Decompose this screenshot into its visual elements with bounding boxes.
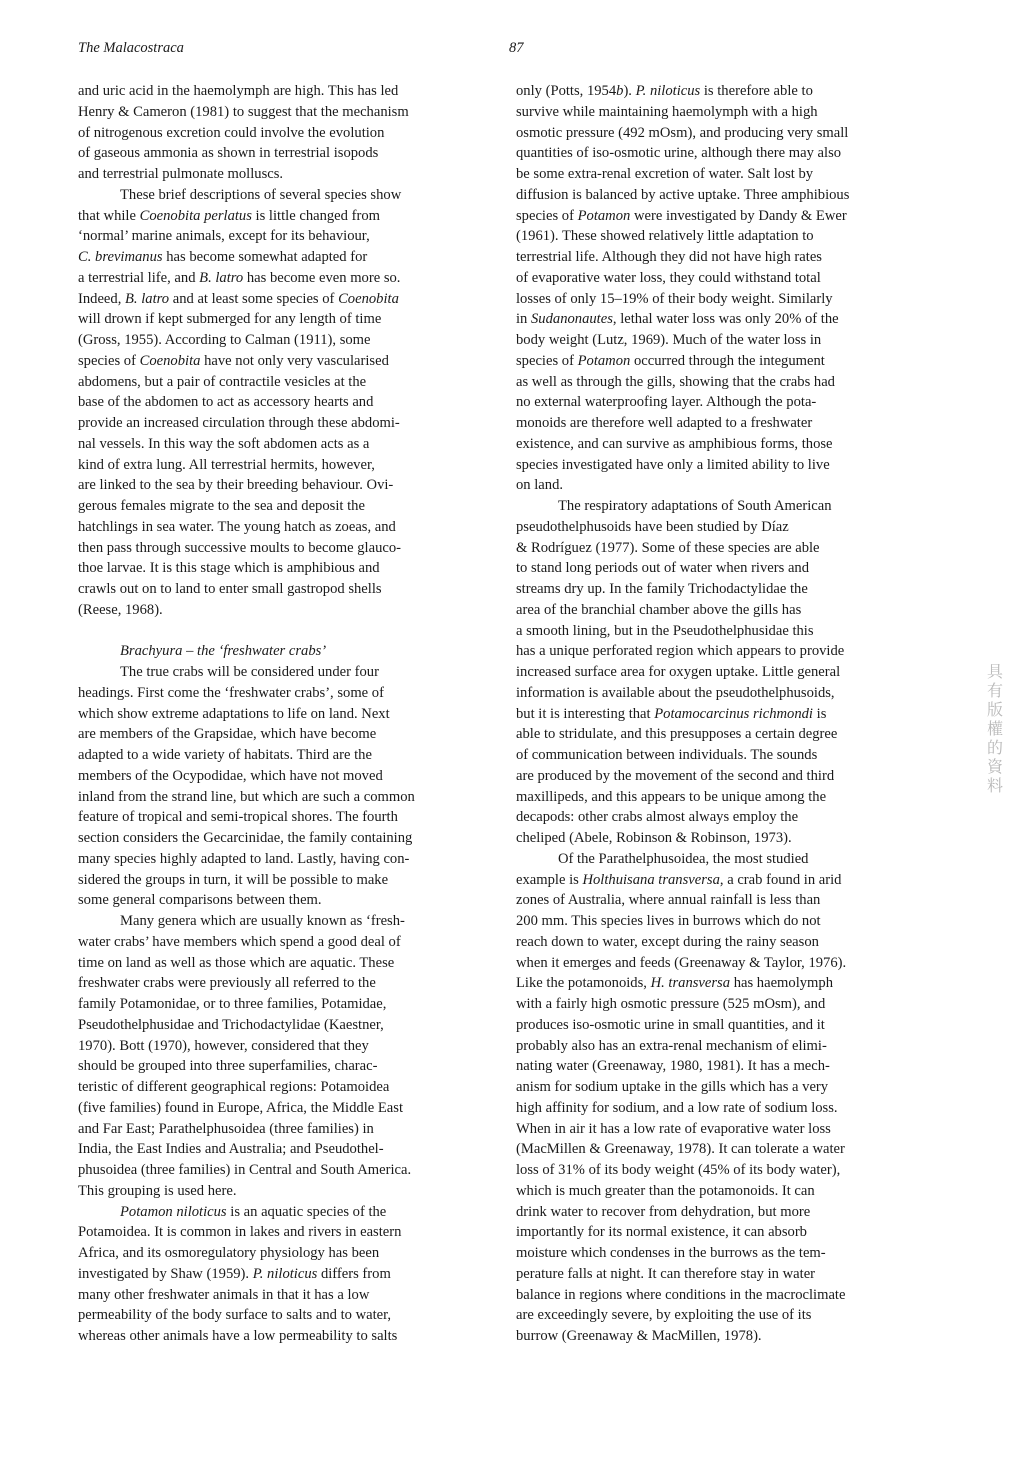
text-line: losses of only 15–19% of their body weight. Similarly (516, 290, 833, 307)
paragraph-gap (78, 621, 498, 642)
text-line: 1970). Bott (1970), however, considered that they (78, 1037, 369, 1054)
text-line: anism for sodium uptake in the gills which has a very (516, 1079, 829, 1095)
watermark-char: 有 (986, 681, 1003, 700)
watermark-char: 權 (986, 719, 1003, 738)
text-line: phusoidea (three families) in Central and South America. (78, 1162, 412, 1178)
watermark-char: 的 (986, 738, 1003, 757)
text-line: Henry & Cameron (1981) to suggest that the mechanism (78, 103, 409, 120)
text-line: probably also has an extra-renal mechanism of elimi- (516, 1037, 827, 1054)
text-line: some general comparisons between them. (78, 892, 322, 909)
text-line: existence, and can survive as amphibious forms, those (516, 435, 833, 452)
text-line: high affinity for sodium, and a low rate of sodium loss. (516, 1099, 838, 1116)
text-line: are produced by the movement of the second and third (516, 767, 835, 784)
text-line: teristic of different geographical regions: Potamoidea (78, 1079, 390, 1095)
text-line: cheliped (Abele, Robinson & Robinson, 1973). (516, 830, 792, 846)
text-line: and uric acid in the haemolymph are high. This has led (78, 83, 399, 99)
watermark-char: 料 (986, 776, 1003, 795)
text-line: Indeed, B. latro and at least some species of Coenobita (78, 290, 399, 307)
text-line: and terrestrial pulmonate molluscs. (78, 166, 284, 182)
text-line: able to stridulate, and this presupposes a certain degree (516, 726, 838, 743)
text-line: with a fairly high osmotic pressure (525 mOsm), and (516, 996, 826, 1012)
text-line: species of Potamon occurred through the integument (516, 352, 825, 369)
text-line: India, the East Indies and Australia; and Pseudothel- (78, 1141, 384, 1158)
text-line: Potamon niloticus is an aquatic species of the (120, 1203, 387, 1220)
text-line: water crabs’ have members which spend a good deal of (78, 933, 401, 950)
text-line: provide an increased circulation through these abdomi- (78, 415, 400, 431)
watermark-char: 資 (986, 757, 1003, 776)
text-line: loss of 31% of its body weight (45% of its body water), (516, 1162, 841, 1178)
text-line: and Far East; Parathelphusoidea (three families) in (78, 1120, 374, 1137)
text-line: produces iso-osmotic urine in small quantities, and it (516, 1016, 825, 1033)
text-line: headings. First come the ‘freshwater crabs’, some of (78, 684, 384, 701)
text-line: (Gross, 1955). According to Calman (1911), some (78, 332, 371, 348)
text-line: (five families) found in Europe, Africa, the Middle East (78, 1099, 404, 1116)
text-line: sidered the groups in turn, it will be possible to make (78, 871, 389, 888)
text-line: species of Potamon were investigated by Dandy & Ewer (516, 207, 847, 224)
text-line: then pass through successive moults to become glauco- (78, 539, 402, 556)
text-line: moisture which condenses in the burrows as the tem- (516, 1245, 826, 1261)
text-line: decapods: other crabs almost always employ the (516, 809, 799, 826)
copyright-watermark (985, 662, 1005, 795)
text-line: should be grouped into three superfamilies, charac- (78, 1058, 378, 1075)
text-line: The true crabs will be considered under four (120, 664, 379, 680)
text-line: Many genera which are usually known as ‘fresh- (120, 913, 405, 929)
text-line: Potamoidea. It is common in lakes and rivers in eastern (78, 1224, 402, 1241)
text-line: family Potamonidae, or to three families, Potamidae, (78, 996, 387, 1012)
text-line: Like the potamonoids, H. transversa has haemolymph (516, 975, 833, 992)
text-line: will drown if kept submerged for any length of time (78, 311, 382, 328)
text-line: area of the branchial chamber above the gills has (516, 601, 802, 618)
text-line: which show extreme adaptations to life on land. Next (78, 705, 390, 722)
text-line: freshwater crabs were previously all referred to the (78, 975, 376, 992)
text-line: of nitrogenous excretion could involve the evolution (78, 124, 385, 141)
text-line: adapted to a wide variety of habitats. Third are the (78, 747, 372, 763)
page-number: 87 (509, 40, 524, 56)
text-line: crawls out on to land to enter small gastropod shells (78, 581, 382, 597)
text-line: (Reese, 1968). (78, 601, 163, 618)
text-line: species investigated have only a limited ability to live (516, 456, 830, 473)
text-line: example is Holthuisana transversa, a crab found in arid (516, 871, 842, 888)
text-line: inland from the strand line, but which are such a common (78, 788, 415, 805)
watermark-char: 具 (986, 662, 1003, 681)
text-line: of communication between individuals. The sounds (516, 747, 818, 763)
text-line: burrow (Greenaway & MacMillen, 1978). (516, 1328, 762, 1344)
text-line: abdomens, but a pair of contractile vesicles at the (78, 373, 367, 390)
text-line: investigated by Shaw (1959). P. niloticus differs from (78, 1265, 391, 1282)
text-line: osmotic pressure (492 mOsm), and producing very small (516, 124, 849, 141)
text-line: that while Coenobita perlatus is little changed from (78, 207, 380, 224)
text-line: many other freshwater animals in that it has a low (78, 1286, 370, 1303)
text-line: feature of tropical and semi-tropical shores. The fourth (78, 809, 398, 826)
text-line: base of the abdomen to act as accessory hearts and (78, 394, 374, 411)
text-line: C. brevimanus has become somewhat adapted for (78, 249, 368, 265)
text-line: These brief descriptions of several species show (120, 186, 402, 203)
text-line: permeability of the body surface to salts and to water, (78, 1307, 392, 1324)
text-line: & Rodríguez (1977). Some of these species are able (516, 539, 820, 556)
text-line: quantities of iso-osmotic urine, although there may also (516, 145, 842, 162)
text-line: no external waterproofing layer. Although the pota- (516, 394, 817, 411)
text-line: gerous females migrate to the sea and deposit the (78, 498, 365, 514)
text-line: to stand long periods out of water when rivers and (516, 560, 810, 577)
text-line: a smooth lining, but in the Pseudothelphusidae this (516, 622, 814, 639)
left-column (78, 81, 498, 1347)
text-line: balance in regions where conditions in the macroclimate (516, 1286, 846, 1303)
text-line: many species highly adapted to land. Lastly, having con- (78, 850, 410, 867)
text-line: are members of the Grapsidae, which have become (78, 726, 377, 743)
text-line: importantly for its normal existence, it can absorb (516, 1224, 807, 1241)
text-line: monoids are therefore well adapted to a freshwater (516, 415, 813, 431)
text-line: ‘normal’ marine animals, except for its behaviour, (78, 228, 370, 245)
text-line: only (Potts, 1954b). P. niloticus is therefore able to (516, 83, 813, 99)
text-line: information is available about the pseudothelphusoids, (516, 684, 835, 701)
text-line: Africa, and its osmoregulatory physiology has been (78, 1245, 380, 1261)
text-line: of gaseous ammonia as shown in terrestrial isopods (78, 145, 379, 162)
text-line: Of the Parathelphusoidea, the most studied (558, 850, 809, 867)
text-line: 200 mm. This species lives in burrows which do not (516, 913, 821, 929)
text-line: terrestrial life. Although they did not have high rates (516, 249, 822, 265)
text-line: zones of Australia, where annual rainfall is less than (516, 892, 821, 909)
text-line: This grouping is used here. (78, 1182, 237, 1199)
text-line: a terrestrial life, and B. latro has become even more so. (78, 269, 401, 286)
text-line: diffusion is balanced by active uptake. Three amphibious (516, 186, 850, 203)
text-line: be some extra-renal excretion of water. Salt lost by (516, 166, 814, 182)
text-line: streams dry up. In the family Trichodactylidae the (516, 581, 808, 597)
text-line: reach down to water, except during the rainy season (516, 933, 819, 950)
section-heading: Brachyura – the ‘freshwater crabs’ (120, 643, 327, 660)
text-line: nating water (Greenaway, 1980, 1981). It has a mech- (516, 1058, 830, 1075)
text-line: pseudothelphusoids have been studied by Díaz (516, 518, 789, 535)
text-line: which is much greater than the potamonoids. It can (516, 1182, 815, 1199)
text-line: are linked to the sea by their breeding behaviour. Ovi- (78, 477, 394, 494)
right-column (516, 81, 936, 1347)
text-line: but it is interesting that Potamocarcinus richmondi is (516, 705, 827, 722)
text-line: hatchlings in sea water. The young hatch as zoeas, and (78, 518, 396, 535)
text-line: has a unique perforated region which appears to provide (516, 643, 845, 660)
text-line: kind of extra lung. All terrestrial hermits, however, (78, 456, 375, 473)
text-line: of evaporative water loss, they could withstand total (516, 269, 821, 286)
text-line: (1961). These showed relatively little adaptation to (516, 228, 814, 245)
text-line: When in air it has a low rate of evaporative water loss (516, 1120, 831, 1137)
text-line: as well as through the gills, showing that the crabs had (516, 373, 835, 390)
text-line: drink water to recover from dehydration, but more (516, 1203, 811, 1220)
text-line: increased surface area for oxygen uptake. Little general (516, 664, 841, 680)
text-line: thoe larvae. It is this stage which is amphibious and (78, 560, 380, 577)
running-title: The Malacostraca (78, 40, 184, 56)
text-line: in Sudanonautes, lethal water loss was only 20% of the (516, 311, 839, 328)
watermark-char: 版 (986, 700, 1003, 719)
text-line: members of the Ocypodidae, which have not moved (78, 767, 383, 784)
text-line: body weight (Lutz, 1969). Much of the water loss in (516, 332, 822, 348)
text-line: time on land as well as those which are aquatic. These (78, 954, 395, 971)
text-line: on land. (516, 477, 564, 494)
text-line: survive while maintaining haemolymph with a high (516, 103, 818, 120)
text-line: are exceedingly severe, by exploiting the use of its (516, 1307, 812, 1324)
text-line: section considers the Gecarcinidae, the family containing (78, 830, 413, 846)
text-line: Pseudothelphusidae and Trichodactylidae (Kaestner, (78, 1016, 384, 1033)
text-line: perature falls at night. It can therefore stay in water (516, 1265, 816, 1282)
text-line: when it emerges and feeds (Greenaway & Taylor, 1976). (516, 954, 847, 971)
text-line: nal vessels. In this way the soft abdomen acts as a (78, 435, 370, 452)
text-line: (MacMillen & Greenaway, 1978). It can tolerate a water (516, 1141, 845, 1158)
text-line: whereas other animals have a low permeability to salts (78, 1328, 398, 1344)
text-line: species of Coenobita have not only very vascularised (78, 352, 389, 369)
text-line: maxillipeds, and this appears to be unique among the (516, 788, 827, 805)
text-line: The respiratory adaptations of South American (558, 498, 832, 514)
